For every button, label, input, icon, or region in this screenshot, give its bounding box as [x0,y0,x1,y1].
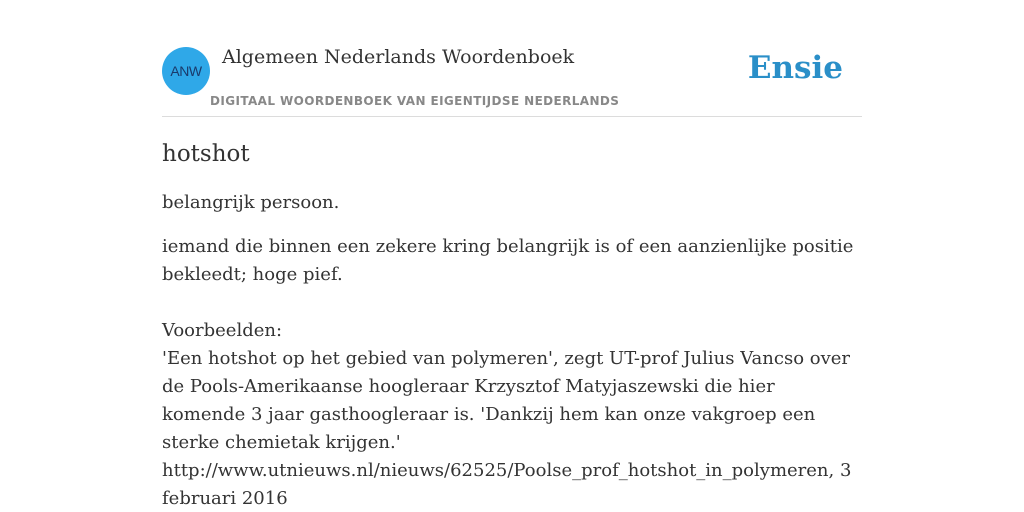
examples-label: Voorbeelden: [162,320,283,341]
example-text: 'Een hotshot op het gebied van polymeren', zegt UT-prof Julius Vancso over de Pools-Amerikaanse hoogleraar Krzysztof Matyjaszewski die hier komende 3 jaar gasthoogleraar is. 'Dankzij hem kan onze vakgroep een sterke chemietak krijgen.' http://www.utnieuws.nl/nieuws/62525/Poolse_prof_hotshot_in_polymeren, 3 februari 2016 [162,348,852,509]
entry-headword: hotshot [162,141,250,167]
site-title[interactable]: Algemeen Nederlands Woordenboek [222,46,575,68]
anw-logo[interactable]: ANW [162,47,210,95]
entry-examples [162,317,862,512]
entry-explanation: iemand die binnen een zekere kring belangrijk is of een aanzienlijke positie bekleedt; hoge pief. [162,236,854,285]
ensie-brand-logo[interactable]: Ensie [747,50,843,86]
entry-content [162,139,862,512]
site-subtitle: DIGITAAL WOORDENBOEK VAN EIGENTIJDSE NEDERLANDS [210,94,620,108]
site-header [162,40,862,117]
entry-definition: belangrijk persoon. [162,192,340,213]
